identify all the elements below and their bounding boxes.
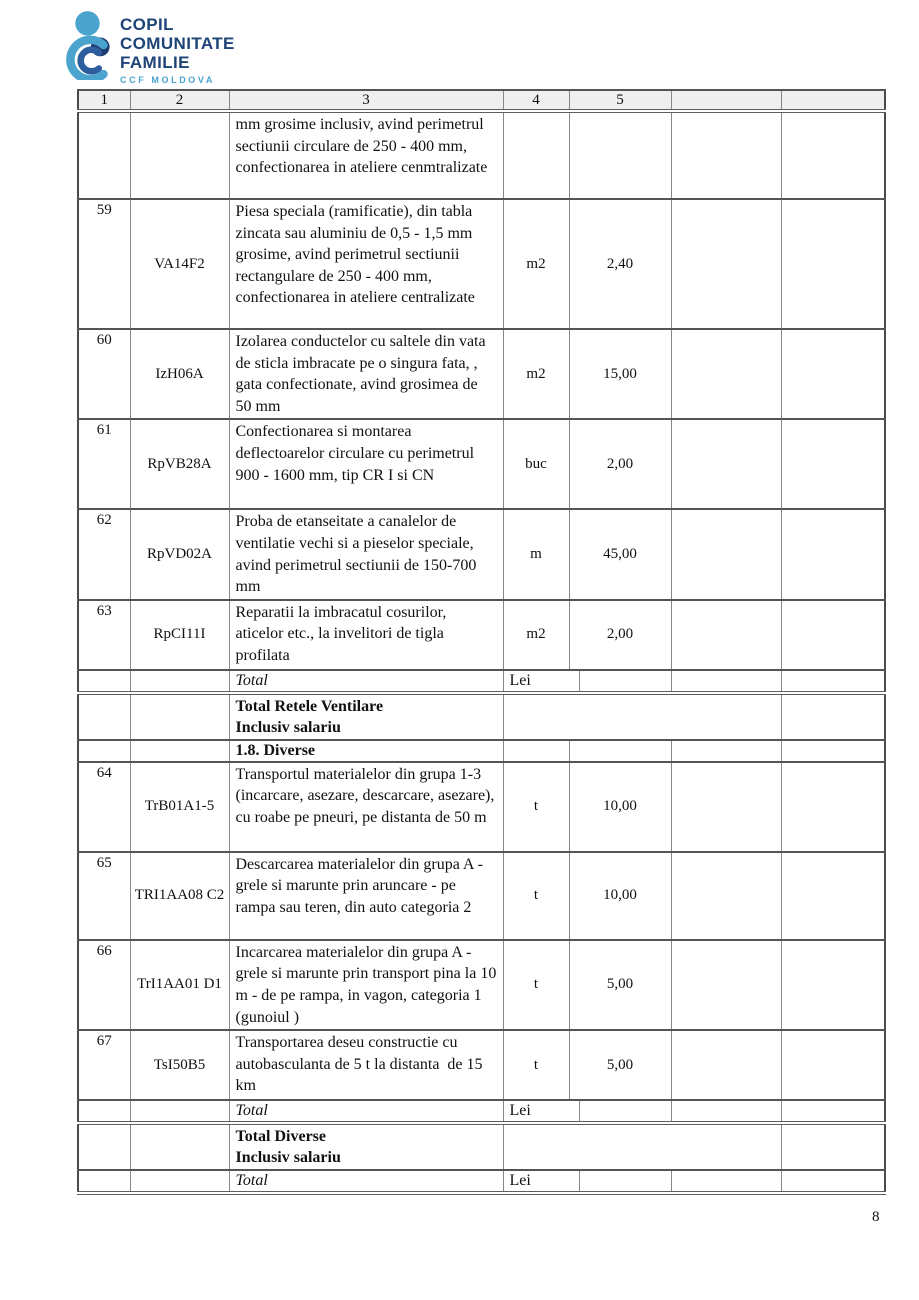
empty-cell: [671, 199, 781, 329]
section-total-line2: Inclusiv salariu: [235, 1149, 341, 1167]
row-no-cell: 67: [78, 1030, 130, 1100]
row-no-cell: 59: [78, 199, 130, 329]
unit-cell: t: [503, 762, 569, 852]
empty-cell: [781, 199, 885, 329]
header-col-3: 3: [229, 90, 503, 111]
empty-cell: [781, 693, 885, 740]
section-total-cell: [229, 1123, 503, 1170]
table-row: [78, 419, 885, 509]
row-no-cell: 64: [78, 762, 130, 852]
table-row: [78, 199, 885, 329]
total-row: [78, 1100, 885, 1123]
empty-cell: [781, 419, 885, 509]
section-header-cell: 1.8. Diverse: [229, 740, 503, 762]
empty-cell: [781, 670, 885, 693]
row-no-cell: 65: [78, 852, 130, 940]
unit-cell: t: [503, 940, 569, 1030]
logo-text: [120, 10, 235, 85]
total-value-cell: [579, 670, 671, 693]
unit-cell: [503, 111, 569, 199]
item-code: TrB01A1-5: [130, 762, 229, 852]
item-description: Proba de etanseitate a canalelor de ventilatie vechi si a pieselor speciale, avind perimetrul sectiunii de 150-700 mm: [229, 509, 503, 599]
page-number: 8: [872, 1209, 880, 1225]
empty-cell: [671, 762, 781, 852]
item-code: [130, 670, 229, 693]
section-total-row: [78, 1123, 885, 1170]
section-total-line1: Total Diverse: [235, 1128, 327, 1146]
quantity-cell: 10,00: [569, 762, 671, 852]
unit-cell: m: [503, 509, 569, 599]
empty-cell: [671, 852, 781, 940]
table-row: [78, 762, 885, 852]
currency-label: Lei: [503, 670, 579, 693]
row-no-cell: 61: [78, 419, 130, 509]
empty-cell: [781, 852, 885, 940]
empty-cell: [781, 940, 885, 1030]
unit-cell: [503, 740, 569, 762]
unit-cell: m2: [503, 199, 569, 329]
row-no-cell: 62: [78, 509, 130, 599]
item-code: RpVD02A: [130, 509, 229, 599]
empty-cell: [671, 419, 781, 509]
table-row: [78, 1030, 885, 1100]
currency-label: Lei: [503, 1100, 579, 1123]
ccf-logo-icon: [64, 10, 111, 80]
quantity-cell: [569, 740, 671, 762]
quantity-cell: [569, 111, 671, 199]
empty-cell: [671, 670, 781, 693]
empty-cell: [671, 1030, 781, 1100]
table-row: [78, 509, 885, 599]
header-col-6: [671, 90, 781, 111]
quantity-cell: 2,00: [569, 600, 671, 670]
table-row: [78, 600, 885, 670]
empty-cell: [781, 1030, 885, 1100]
ccf-moldova-logo: [64, 10, 235, 85]
item-description: Izolarea conductelor cu saltele din vata de sticla imbracate pe o singura fata, , gata confectionate, avind grosimea de 50 mm: [229, 329, 503, 419]
table-row: [78, 111, 885, 199]
header-col-5: 5: [569, 90, 671, 111]
row-no-cell: [78, 693, 130, 740]
section-total-line1: Total Retele Ventilare: [235, 697, 384, 715]
empty-cell: [781, 111, 885, 199]
quantity-cell: 2,00: [569, 419, 671, 509]
total-row: [78, 670, 885, 693]
item-code: [130, 740, 229, 762]
empty-cell: [781, 740, 885, 762]
item-code: TrI1AA01 D1: [130, 940, 229, 1030]
merged-value-cell: [503, 1123, 781, 1170]
empty-cell: [781, 1123, 885, 1170]
unit-cell: t: [503, 1030, 569, 1100]
item-description: Reparatii la imbracatul cosurilor, aticelor etc., la invelitori de tigla profilata: [229, 600, 503, 670]
table-row: [78, 940, 885, 1030]
item-description: mm grosime inclusiv, avind perimetrul sectiunii circulare de 250 - 400 mm, confectionarea in ateliere cenmtralizate: [229, 111, 503, 199]
empty-cell: [671, 740, 781, 762]
currency-label: Lei: [503, 1170, 579, 1193]
section-header-row: [78, 740, 885, 762]
row-no-cell: [78, 1170, 130, 1193]
item-description: Confectionarea si montarea deflectoarelor circulare cu perimetrul 900 - 1600 mm, tip CR I si CN: [229, 419, 503, 509]
row-no-cell: [78, 111, 130, 199]
row-no-cell: 60: [78, 329, 130, 419]
quantity-cell: 5,00: [569, 1030, 671, 1100]
quantity-cell: 15,00: [569, 329, 671, 419]
item-code: [130, 111, 229, 199]
item-code: TRI1AA08 C2: [130, 852, 229, 940]
row-no-cell: 63: [78, 600, 130, 670]
logo-subtitle: CCF MOLDOVA: [120, 75, 215, 85]
empty-cell: [671, 940, 781, 1030]
item-description: Transportarea deseu constructie cu autobasculanta de 5 t la distanta de 15 km: [229, 1030, 503, 1100]
merged-value-cell: [503, 693, 781, 740]
row-no-cell: [78, 1100, 130, 1123]
empty-cell: [671, 509, 781, 599]
header-col-4: 4: [503, 90, 569, 111]
item-code: [130, 1100, 229, 1123]
item-description: Piesa speciala (ramificatie), din tabla zincata sau aluminiu de 0,5 - 1,5 mm grosime, avind perimetrul sectiunii rectangulare de 250 - 400 mm, confectionarea in ateliere centralizate: [229, 199, 503, 329]
row-no-cell: [78, 740, 130, 762]
unit-cell: m2: [503, 600, 569, 670]
quantity-cell: 45,00: [569, 509, 671, 599]
total-value-cell: [579, 1170, 671, 1193]
total-label: Total: [229, 1100, 503, 1123]
row-no-cell: 66: [78, 940, 130, 1030]
empty-cell: [671, 600, 781, 670]
item-code: [130, 1170, 229, 1193]
total-label: Total: [229, 1170, 503, 1193]
section-total-row: [78, 693, 885, 740]
section-total-line2: Inclusiv salariu: [235, 718, 341, 736]
quantity-cell: 10,00: [569, 852, 671, 940]
logo-word-copil: COPIL: [120, 15, 174, 34]
unit-cell: m2: [503, 329, 569, 419]
item-description: Descarcarea materialelor din grupa A - grele si marunte prin aruncare - pe rampa sau teren, din auto categoria 2: [229, 852, 503, 940]
total-row: [78, 1170, 885, 1193]
total-value-cell: [579, 1100, 671, 1123]
item-code: IzH06A: [130, 329, 229, 419]
header-col-7: [781, 90, 885, 111]
boq-table: [77, 89, 886, 1195]
unit-cell: t: [503, 852, 569, 940]
item-code: RpVB28A: [130, 419, 229, 509]
item-code: [130, 1123, 229, 1170]
total-label: Total: [229, 670, 503, 693]
row-no-cell: [78, 1123, 130, 1170]
item-code: TsI50B5: [130, 1030, 229, 1100]
row-no-cell: [78, 670, 130, 693]
empty-cell: [781, 509, 885, 599]
empty-cell: [781, 329, 885, 419]
empty-cell: [671, 111, 781, 199]
item-description: Incarcarea materialelor din grupa A - grele si marunte prin transport pina la 10 m - de pe rampa, in vagon, categoria 1 (gunoiul ): [229, 940, 503, 1030]
empty-cell: [781, 762, 885, 852]
empty-cell: [781, 1170, 885, 1193]
table-row: [78, 852, 885, 940]
quantity-cell: 5,00: [569, 940, 671, 1030]
empty-cell: [781, 600, 885, 670]
logo-word-familie: FAMILIE: [120, 53, 190, 72]
empty-cell: [671, 1100, 781, 1123]
item-code: RpCI11I: [130, 600, 229, 670]
table-header-row: [78, 90, 885, 111]
item-code: VA14F2: [130, 199, 229, 329]
item-code: [130, 693, 229, 740]
empty-cell: [671, 1170, 781, 1193]
empty-cell: [781, 1100, 885, 1123]
item-description: Transportul materialelor din grupa 1-3 (incarcare, asezare, descarcare, asezare), cu roabe pe pneuri, pe distanta de 50 m: [229, 762, 503, 852]
empty-cell: [671, 329, 781, 419]
header-col-1: 1: [78, 90, 130, 111]
table-row: [78, 329, 885, 419]
unit-cell: buc: [503, 419, 569, 509]
section-total-cell: [229, 693, 503, 740]
quantity-cell: 2,40: [569, 199, 671, 329]
logo-word-comunitate: COMUNITATE: [120, 34, 235, 53]
header-col-2: 2: [130, 90, 229, 111]
